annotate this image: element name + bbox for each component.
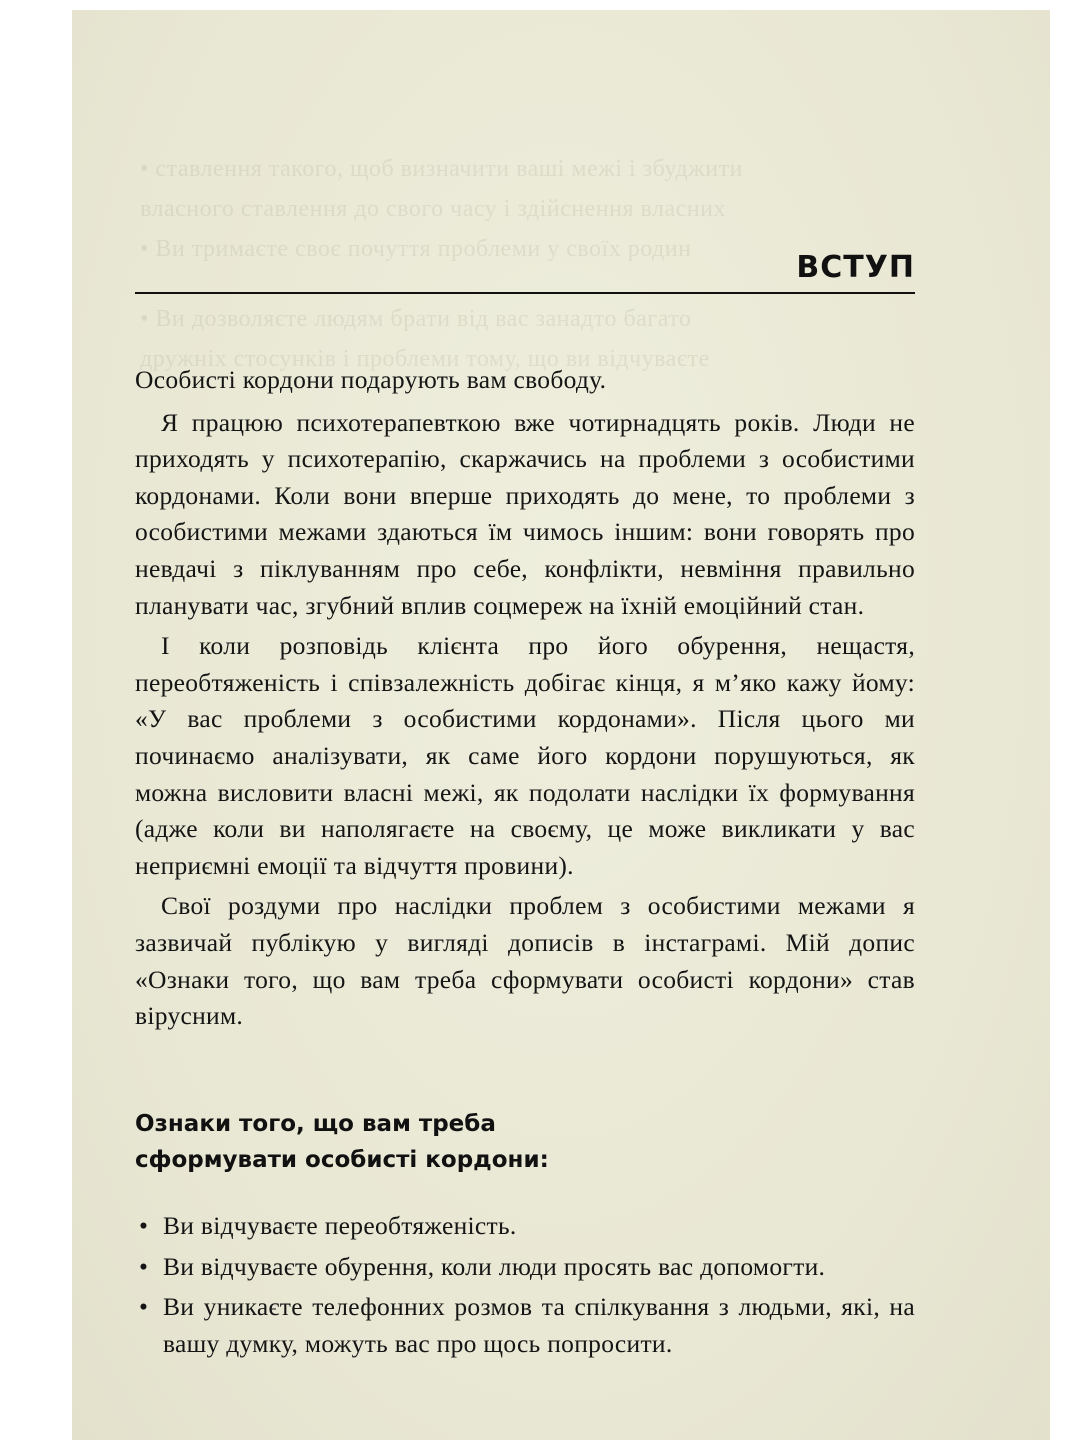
list-item [135, 1208, 915, 1245]
bullet-list [135, 1208, 915, 1366]
paragraph: Свої роздуми про наслідки проблем з особистими межами я зазвичай публікую у вигляді дописів в інстаграмі. Мій допис «Ознаки того, що вам треба сформувати особисті кордони» став вірусним. [135, 891, 915, 1031]
bleed-through-text: • Ви дозволяєте людям брати від вас занадто багато [140, 306, 692, 332]
subheading-line: сформувати особисті кордони: [135, 1147, 549, 1173]
list-item-text: Ви відчуваєте переобтяженість. [163, 1211, 517, 1240]
list-item-text: Ви уникаєте телефонних розмов та спілкування з людьми, які, на вашу думку, можуть вас про щось попросити. [163, 1292, 915, 1358]
bullet-icon: • [139, 1211, 149, 1240]
list-item [135, 1249, 915, 1286]
paragraph: І коли розповідь клієнта про його обурення, нещастя, переобтяженість і співзалежність добігає кінця, я м’яко кажу йому: «У вас проблеми з особистими кордонами». Після цього ми починаємо аналізувати, як саме його кордони порушуються, як можна висловити власні межі, як подолати наслідки їх формування (адже коли ви наполягаєте на своєму, це може викликати у вас неприємні емоції та відчуття провини). [135, 631, 915, 880]
bullet-icon: • [139, 1292, 149, 1322]
section-title: ВСТУП [796, 250, 915, 285]
bleed-through-text: • ставлення такого, щоб визначити ваші межі і збуджити [140, 156, 743, 182]
list-item [135, 1289, 915, 1362]
list-item-text: Ви відчуваєте обурення, коли люди просять вас допомогти. [163, 1251, 826, 1281]
subheading-line: Ознаки того, що вам треба [135, 1111, 496, 1137]
body-text [135, 362, 915, 1039]
paragraph: Я працюю психотерапевткою вже чотирнадцять років. Люди не приходять у психотерапію, скаржачись на проблеми з особистими кордонами. Коли вони вперше приходять до мене, то проблеми з особистими межами здаються їм чимось іншим: вони говорять про невдачі з піклуванням про себе, конфлікти, невміння правильно планувати час, згубний вплив соцмереж на їхній емоційний стан. [135, 407, 915, 620]
paragraph: Особисті кордони подарують вам свободу. [135, 365, 607, 394]
bleed-through-text: дружніх стосунків і проблеми тому, що ви відчуваєте [140, 346, 710, 372]
bleed-through-text: власного ставлення до свого часу і здійснення власних [140, 196, 726, 222]
subheading [135, 1106, 915, 1178]
bleed-through-text: • Ви тримаєте своє почуття проблеми у своїх родин [140, 236, 692, 262]
bullet-icon: • [139, 1251, 149, 1281]
section-header [135, 248, 915, 294]
book-page [72, 10, 1050, 1440]
